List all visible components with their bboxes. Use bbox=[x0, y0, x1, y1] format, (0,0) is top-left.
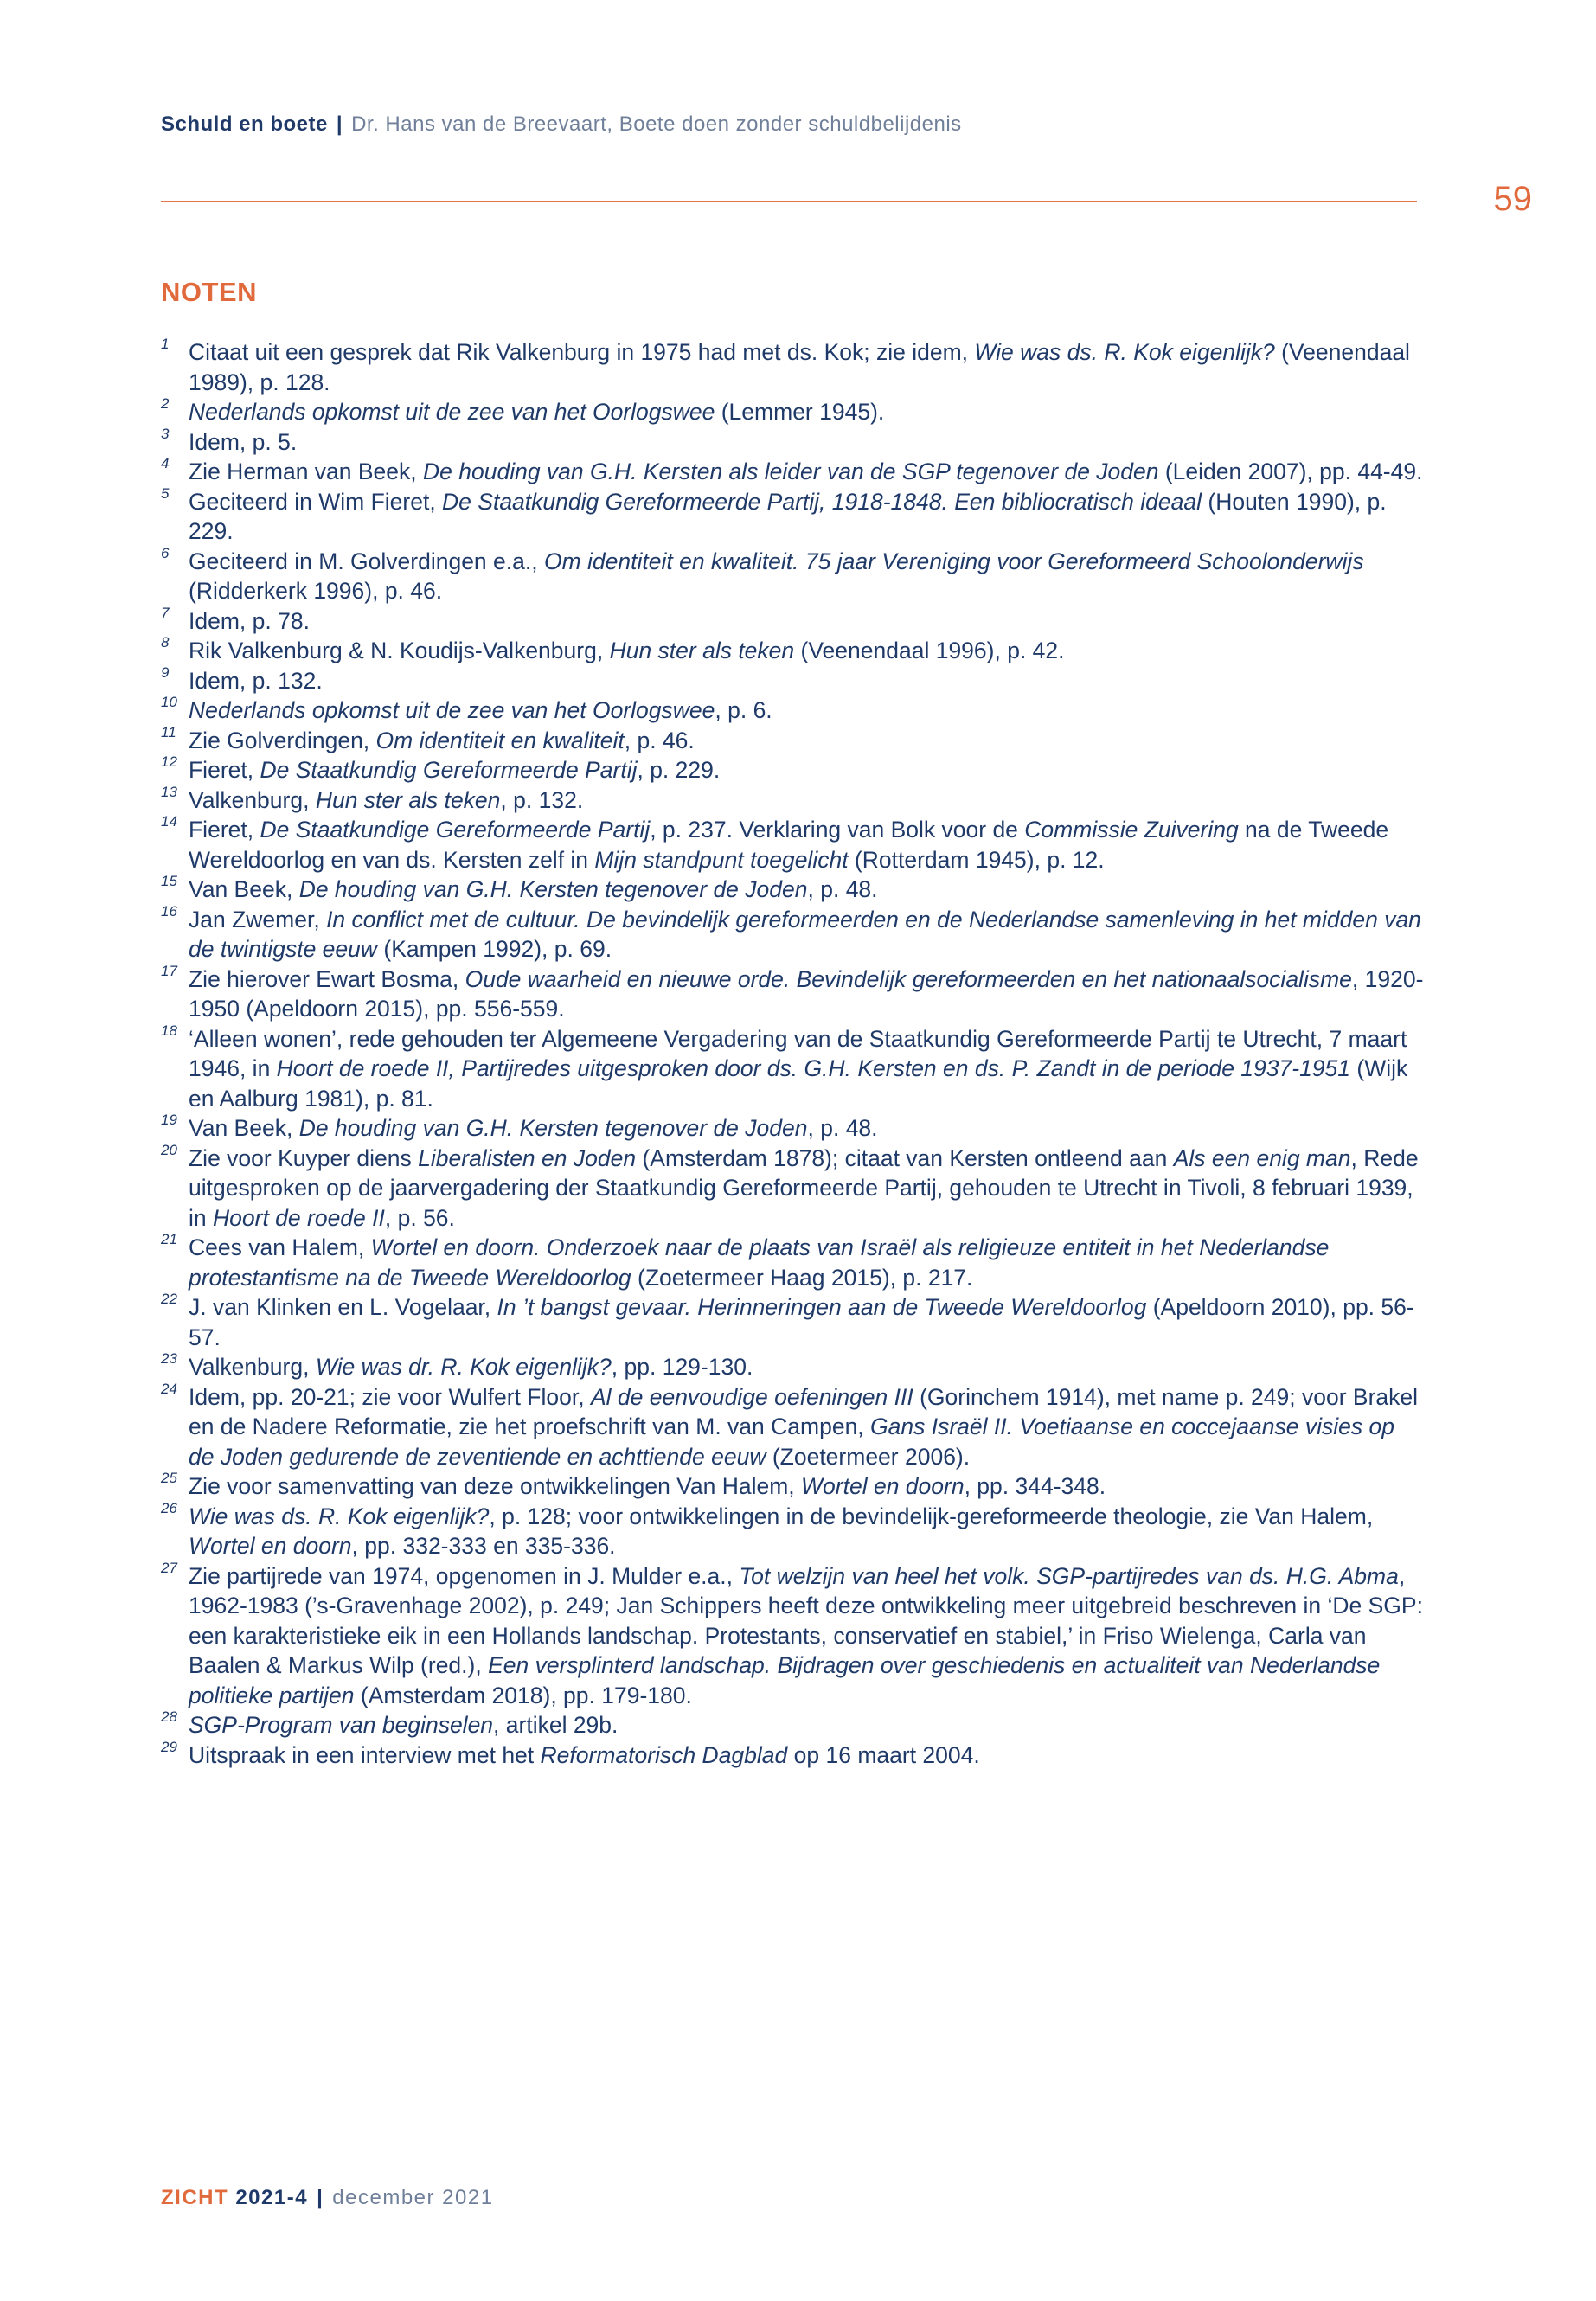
footnote bbox=[161, 875, 1424, 905]
footnote-text: , p. 128; voor ontwikkelingen in de bevindelijk-gereformeerde theologie, zie Van Halem, bbox=[489, 1503, 1374, 1529]
footnote bbox=[161, 1292, 1424, 1352]
footnote-title-italic: Oude waarheid en nieuwe orde. Bevindelijk gereformeerden en het nationaalsocialisme bbox=[465, 965, 1352, 992]
footnote-text: , p. 229. bbox=[637, 757, 721, 783]
footnote-title-italic: Hun ster als teken bbox=[315, 786, 501, 813]
footnote-text: op 16 maart 2004. bbox=[787, 1741, 980, 1768]
footnote bbox=[161, 1352, 1424, 1382]
footer-date: december 2021 bbox=[332, 2186, 494, 2209]
footnote-title-italic: Al de eenvoudige oefeningen III bbox=[590, 1383, 913, 1410]
footnote-text: , p. 48. bbox=[807, 1115, 878, 1141]
footnote-title-italic: De houding van G.H. Kersten tegenover de Joden bbox=[298, 1115, 808, 1141]
footnote-title-italic: In conflict met de cultuur. De bevindelijk gereformeerden en de Nederlandse samenleving in het midden van de twintigste eeuw bbox=[189, 906, 1421, 962]
footnote-title-italic: Nederlands opkomst uit de zee van het Oorlogswee bbox=[189, 697, 715, 723]
footnote-number: 7 bbox=[161, 604, 170, 621]
footnote bbox=[161, 457, 1424, 487]
footnote-number: 28 bbox=[161, 1708, 177, 1725]
footnote-text: (Houten 1990), p. 229. bbox=[189, 488, 1387, 544]
footnote bbox=[161, 1471, 1424, 1502]
header-separator: | bbox=[336, 112, 343, 136]
page-number: 59 bbox=[1493, 180, 1532, 218]
footnote-title-italic: De houding van G.H. Kersten als leider van de SGP tegenover de Joden bbox=[423, 458, 1159, 484]
footnote-text: (Lemmer 1945). bbox=[715, 399, 885, 425]
footnote bbox=[161, 723, 1424, 756]
footnote-text: Idem, p. 78. bbox=[189, 607, 310, 634]
footnote-text: , pp. 332-333 en 335-336. bbox=[351, 1533, 616, 1559]
footnote bbox=[161, 1710, 1424, 1740]
footnote-number: 17 bbox=[161, 962, 177, 979]
footnote-number: 14 bbox=[161, 813, 177, 830]
footnote-text: , 1920-1950 (Apeldoorn 2015), pp. 556-559. bbox=[189, 965, 1424, 1022]
footnote bbox=[161, 1382, 1424, 1472]
footnote bbox=[161, 695, 1424, 726]
footnote-title-italic: Hoort de roede II bbox=[213, 1204, 385, 1231]
footnote bbox=[161, 636, 1424, 666]
footnote bbox=[161, 1024, 1424, 1114]
running-footer bbox=[161, 2186, 494, 2210]
footnote bbox=[161, 1561, 1424, 1711]
footnote-text: Zie voor Kuyper diens bbox=[189, 1144, 419, 1171]
footnote-number: 15 bbox=[161, 873, 177, 889]
footnote-number: 12 bbox=[161, 753, 177, 770]
footnote-text: Fieret, bbox=[189, 757, 260, 783]
footnote-text: (Apeldoorn 2010), pp. 56-57. bbox=[189, 1294, 1414, 1350]
footnote-text: , 1962-1983 (’s-Gravenhage 2002), p. 249; Jan Schippers heeft deze ontwikkeling meer uitgebreid beschreven in ‘De SGP: een karakteristieke eik in een Hollands landschap. Protestants, conservatief en stabiel,’ in Friso Wielenga, Carla van Baalen & Markus Wilp (red.), bbox=[189, 1562, 1423, 1678]
footnote bbox=[161, 1113, 1424, 1144]
footnote-text: (Veenendaal 1996), p. 42. bbox=[794, 638, 1065, 663]
footnote-number: 13 bbox=[161, 783, 177, 800]
footnote-text: Zie partijrede van 1974, opgenomen in J. Mulder e.a., bbox=[189, 1562, 740, 1589]
footnote-text: na de Tweede Wereldoorlog en van ds. Kersten zelf in bbox=[189, 817, 1389, 873]
footnote-title-italic: Om identiteit en kwaliteit. 75 jaar Vereniging voor Gereformeerd Schoolonderwijs bbox=[543, 548, 1364, 574]
footnote-text: Idem, p. 5. bbox=[189, 428, 298, 455]
footnote-text: Rik Valkenburg & N. Koudijs-Valkenburg, bbox=[189, 638, 610, 663]
footnote-title-italic: Wie was dr. R. Kok eigenlijk? bbox=[315, 1354, 612, 1380]
footnote-text: Fieret, bbox=[189, 817, 260, 843]
footnote-title-italic: Wortel en doorn bbox=[189, 1533, 352, 1559]
footnote-title-italic: SGP-Program van beginselen bbox=[189, 1712, 494, 1738]
footnote-number: 21 bbox=[161, 1231, 177, 1247]
footnote bbox=[161, 785, 1424, 816]
footnote-number: 24 bbox=[161, 1380, 177, 1397]
footnote-number: 10 bbox=[161, 694, 177, 710]
footnote-title-italic: De Staatkundige Gereformeerde Partij bbox=[260, 817, 651, 843]
footnote-title-italic: Mijn standpunt toegelicht bbox=[594, 846, 849, 873]
header-series-title: Schuld en boete bbox=[161, 112, 328, 136]
footnote-number: 18 bbox=[161, 1022, 177, 1039]
footnote-text: Valkenburg, bbox=[189, 1354, 316, 1380]
footnote-text: , p. 56. bbox=[384, 1204, 455, 1231]
footnote-text: , pp. 129-130. bbox=[611, 1354, 753, 1380]
footnote-text: , Rede uitgesproken op de jaarvergadering der Staatkundig Gereformeerde Partij, gehouden te Utrecht in Tivoli, 8 februari 1939, in bbox=[189, 1144, 1419, 1231]
footnote-text: (Gorinchem 1914), met name p. 249; voor Brakel en de Nadere Reformatie, zie het proefschrift van M. van Campen, bbox=[189, 1383, 1419, 1439]
footnote-text: Van Beek, bbox=[189, 876, 299, 902]
header-subtitle: Dr. Hans van de Breevaart, Boete doen zonder schuldbelijdenis bbox=[351, 112, 962, 136]
footnote-number: 4 bbox=[161, 455, 170, 471]
footnote-number: 22 bbox=[161, 1291, 177, 1307]
footnote-number: 3 bbox=[161, 425, 170, 442]
footnote-text: Cees van Halem, bbox=[189, 1234, 371, 1260]
footnote-number: 8 bbox=[161, 634, 170, 651]
footnote-text: ‘Alleen wonen’, rede gehouden ter Algemeene Vergadering van de Staatkundig Gereformeerde Partij te Utrecht, 7 maart 1946, in bbox=[189, 1025, 1407, 1081]
footnote bbox=[161, 902, 1424, 965]
footnote bbox=[161, 755, 1424, 785]
running-header bbox=[161, 112, 962, 137]
footnote-text: (Amsterdam 1878); citaat van Kersten ontleend aan bbox=[636, 1144, 1174, 1171]
footnote-number: 23 bbox=[161, 1350, 177, 1367]
footnote-text: Valkenburg, bbox=[189, 786, 316, 813]
footnote-text: , p. 48. bbox=[807, 876, 878, 902]
footnote-text: Van Beek, bbox=[189, 1115, 299, 1141]
footnote bbox=[161, 606, 1424, 637]
footnote-text: , p. 6. bbox=[715, 697, 772, 723]
footnote bbox=[161, 484, 1424, 547]
footnote-text: , p. 237. Verklaring van Bolk voor de bbox=[650, 817, 1025, 843]
footnote-number: 1 bbox=[161, 336, 170, 352]
footnote bbox=[161, 337, 1424, 397]
footnote-title-italic: Hun ster als teken bbox=[609, 638, 795, 663]
footnote-text: Geciteerd in M. Golverdingen e.a., bbox=[189, 548, 544, 574]
footnote-text: , p. 132. bbox=[500, 786, 584, 813]
footnote bbox=[161, 815, 1424, 875]
footnote bbox=[161, 427, 1424, 458]
footnote-text: (Amsterdam 2018), pp. 179-180. bbox=[354, 1682, 692, 1708]
footnote-text: Citaat uit een gesprek dat Rik Valkenburg in 1975 had met ds. Kok; zie idem, bbox=[189, 339, 975, 365]
footnote-title-italic: Tot welzijn van heel het volk. SGP-partijredes van ds. H.G. Abma bbox=[739, 1562, 1399, 1589]
footnote-number: 26 bbox=[161, 1499, 177, 1516]
footnote bbox=[161, 1499, 1424, 1561]
footnote-text: (Zoetermeer 2006). bbox=[766, 1443, 971, 1470]
notes-list bbox=[161, 337, 1424, 1770]
footnote-title-italic: Commissie Zuivering bbox=[1024, 817, 1239, 843]
footnote-title-italic: De Staatkundig Gereformeerde Partij bbox=[260, 757, 638, 783]
footnote-text: , pp. 344-348. bbox=[964, 1473, 1106, 1499]
footnote-text: , artikel 29b. bbox=[493, 1712, 619, 1738]
header-rule bbox=[161, 201, 1417, 202]
footnote bbox=[161, 962, 1424, 1024]
footnote-number: 20 bbox=[161, 1141, 177, 1158]
footnote-text: (Veenendaal 1989), p. 128. bbox=[189, 339, 1410, 395]
footnote-text: Uitspraak in een interview met het bbox=[189, 1741, 541, 1768]
footnote-title-italic: In ’t bangst gevaar. Herinneringen aan de Tweede Wereldoorlog bbox=[497, 1294, 1147, 1320]
footnote-text: J. van Klinken en L. Vogelaar, bbox=[189, 1294, 497, 1320]
footnote-title-italic: Reformatorisch Dagblad bbox=[540, 1741, 788, 1768]
footnote-text: Zie Golverdingen, bbox=[189, 727, 376, 753]
footnote-text: (Leiden 2007), pp. 44-49. bbox=[1158, 458, 1423, 484]
footnote-number: 25 bbox=[161, 1470, 177, 1486]
footnote-title-italic: De houding van G.H. Kersten tegenover de Joden bbox=[298, 876, 808, 902]
footnote bbox=[161, 1141, 1424, 1234]
footnote-text: (Wijk en Aalburg 1981), p. 81. bbox=[189, 1055, 1408, 1112]
footnote-title-italic: Wortel en doorn. Onderzoek naar de plaats van Israël als religieuze entiteit in het Nederlandse protestantisme na de Tweede Wereldoorlog bbox=[189, 1234, 1330, 1291]
footnote-text: , p. 46. bbox=[624, 727, 695, 753]
footnote-title-italic: Wie was ds. R. Kok eigenlijk? bbox=[974, 339, 1275, 365]
footnote bbox=[161, 663, 1424, 696]
footnote-title-italic: Wie was ds. R. Kok eigenlijk? bbox=[189, 1503, 490, 1529]
footnote-text: Zie hierover Ewart Bosma, bbox=[189, 965, 465, 992]
footnote-number: 9 bbox=[161, 663, 170, 681]
footnote-title-italic: Als een enig man bbox=[1173, 1144, 1351, 1171]
footnote-title-italic: Liberalisten en Joden bbox=[418, 1144, 637, 1171]
footnote-text: Geciteerd in Wim Fieret, bbox=[189, 488, 443, 515]
footnote-title-italic: Hoort de roede II, Partijredes uitgesproken door ds. G.H. Kersten en ds. P. Zandt in de periode 1937-1951 bbox=[276, 1055, 1351, 1081]
footer-brand: ZICHT bbox=[161, 2186, 229, 2209]
footnote bbox=[161, 544, 1424, 606]
footnote-number: 29 bbox=[161, 1738, 177, 1755]
footnote-title-italic: Om identiteit en kwaliteit bbox=[375, 727, 625, 753]
footnote-number: 11 bbox=[161, 723, 176, 740]
notes-heading: NOTEN bbox=[161, 277, 257, 307]
footnote-text: Idem, pp. 20-21; zie voor Wulfert Floor, bbox=[189, 1383, 591, 1410]
footnote-title-italic: Gans Israël II. Voetiaanse en coccejaanse visies op de Joden gedurende de zeventiende en achttiende eeuw bbox=[189, 1413, 1394, 1470]
footnote-text: Jan Zwemer, bbox=[189, 906, 327, 933]
footnote-text: Idem, p. 132. bbox=[189, 667, 323, 694]
footnote-number: 5 bbox=[161, 484, 170, 502]
footer-separator: | bbox=[317, 2186, 324, 2209]
footer-issue: 2021-4 bbox=[235, 2186, 309, 2209]
footnote-text: (Zoetermeer Haag 2015), p. 217. bbox=[631, 1264, 973, 1291]
footnote-text: Zie Herman van Beek, bbox=[189, 458, 424, 484]
footnote-number: 6 bbox=[161, 544, 170, 561]
footnote-number: 2 bbox=[161, 395, 170, 412]
footnote-number: 19 bbox=[161, 1112, 177, 1128]
footnote-text: (Ridderkerk 1996), p. 46. bbox=[189, 578, 443, 604]
footnote-title-italic: De Staatkundig Gereformeerde Partij, 1918-1848. Een bibliocratisch ideaal bbox=[442, 488, 1202, 515]
footnote-title-italic: Wortel en doorn bbox=[801, 1473, 965, 1499]
footnote-text: (Rotterdam 1945), p. 12. bbox=[848, 846, 1105, 873]
footnote-number: 27 bbox=[161, 1559, 177, 1576]
footnote bbox=[161, 1233, 1424, 1292]
footnote-text: (Kampen 1992), p. 69. bbox=[377, 936, 612, 962]
footnote bbox=[161, 397, 1424, 427]
footnote-text: Zie voor samenvatting van deze ontwikkelingen Van Halem, bbox=[189, 1473, 802, 1499]
footnote-number: 16 bbox=[161, 902, 177, 920]
footnote-title-italic: Een versplinterd landschap. Bijdragen over geschiedenis en actualiteit van Nederlandse politieke partijen bbox=[189, 1652, 1381, 1708]
footnote-title-italic: Nederlands opkomst uit de zee van het Oorlogswee bbox=[189, 399, 715, 425]
footnote bbox=[161, 1740, 1424, 1771]
